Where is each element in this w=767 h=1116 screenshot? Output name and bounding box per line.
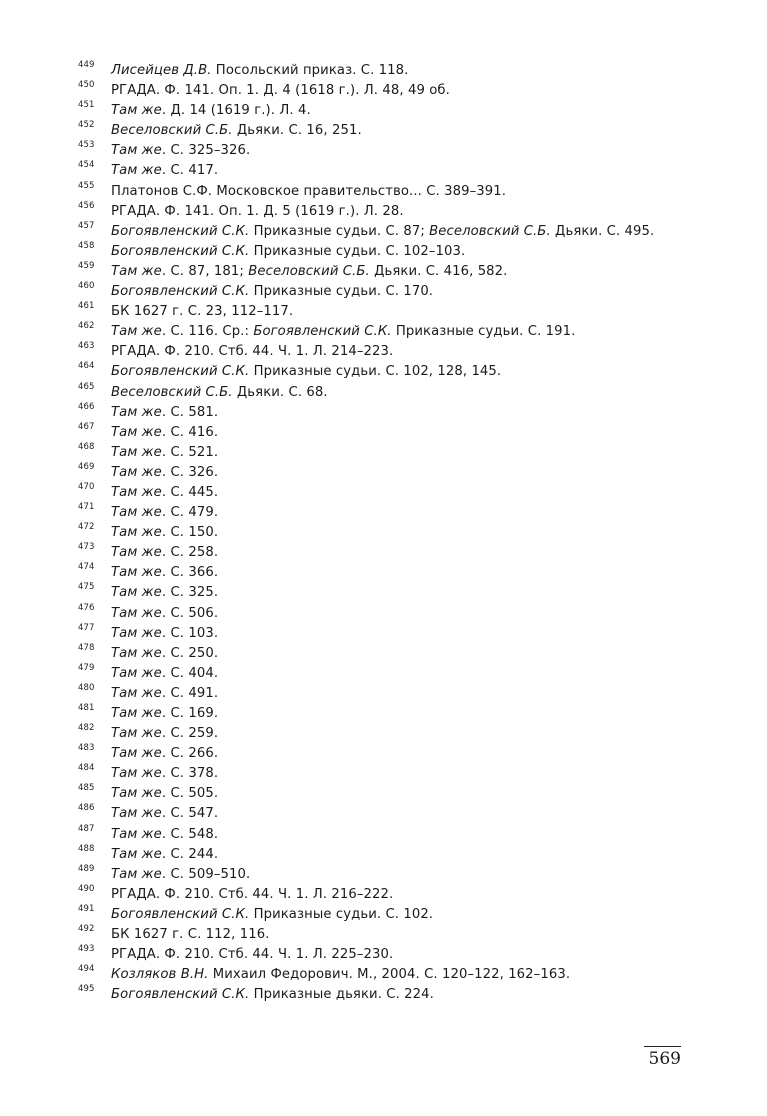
footnote-text — [111, 965, 683, 985]
footnote-number: 474 — [78, 562, 95, 573]
footnote-text-segment: Михаил Федорович. М., 2004. С. 120–122, 162–163. — [208, 967, 571, 983]
footnote-author-italic: Там же — [111, 404, 162, 420]
footnote-text-segment: РГАДА. Ф. 141. Оп. 1. Д. 5 (1619 г.). Л. 28. — [111, 203, 404, 219]
page-number: 569 — [644, 1046, 681, 1069]
footnote-text — [111, 583, 683, 603]
footnote — [78, 242, 683, 262]
footnote — [78, 81, 683, 101]
footnote-number: 487 — [78, 823, 95, 834]
footnote — [78, 925, 683, 945]
footnote — [78, 383, 683, 403]
footnote-text-segment: . С. 547. — [161, 806, 219, 822]
footnote-text-segment: . С. 116. Ср.: — [161, 324, 254, 340]
footnote-author-italic: Там же — [111, 766, 162, 782]
footnote-text — [111, 664, 683, 684]
footnote-text — [111, 182, 683, 202]
footnote-text — [111, 282, 683, 302]
footnote-author-italic: Богоявленский С.К. — [111, 906, 250, 922]
footnote-text-segment: РГАДА. Ф. 210. Стб. 44. Ч. 1. Л. 225–230. — [111, 947, 394, 963]
footnote-text — [111, 222, 683, 242]
footnote-number: 467 — [78, 421, 95, 432]
footnote-text-segment: Приказные судьи. С. 102. — [249, 906, 434, 922]
footnote-number: 479 — [78, 662, 95, 673]
footnote-number: 489 — [78, 863, 95, 874]
footnote-author-italic: Там же — [111, 685, 162, 701]
footnote-number: 463 — [78, 341, 95, 352]
footnote-text — [111, 985, 683, 1005]
footnote-number: 449 — [78, 60, 95, 70]
footnote-text — [111, 423, 683, 443]
footnote — [78, 121, 683, 141]
footnotes-list — [78, 61, 683, 1005]
footnote-author-italic: Богоявленский С.К. — [111, 364, 250, 380]
footnote — [78, 342, 683, 362]
footnote-text-segment: . С. 509–510. — [161, 866, 251, 882]
footnote — [78, 302, 683, 322]
footnote-text — [111, 845, 683, 865]
footnote-text — [111, 302, 683, 322]
footnote-text — [111, 161, 683, 181]
footnote-text — [111, 81, 683, 101]
footnote-text-segment: Приказные судьи. С. 102–103. — [249, 243, 466, 259]
footnote-text-segment: РГАДА. Ф. 210. Стб. 44. Ч. 1. Л. 214–223. — [111, 344, 394, 360]
footnote-number: 493 — [78, 944, 95, 955]
footnote-author-italic: Там же — [111, 565, 162, 581]
footnote-text-segment: . С. 250. — [161, 645, 219, 661]
footnote — [78, 885, 683, 905]
footnote-author-italic: Веселовский С.Б. — [111, 123, 233, 139]
footnote-number: 471 — [78, 502, 95, 513]
footnote-text — [111, 804, 683, 824]
footnote-text-segment: . С. 378. — [161, 766, 219, 782]
footnote — [78, 724, 683, 744]
footnote-text-segment: . С. 404. — [161, 665, 219, 681]
footnote-text — [111, 322, 683, 342]
footnote-number: 465 — [78, 381, 95, 392]
footnote-number: 464 — [78, 361, 95, 372]
footnote-text-segment: . С. 521. — [161, 444, 219, 460]
footnote — [78, 744, 683, 764]
footnote-number: 495 — [78, 984, 95, 995]
footnote-text — [111, 383, 683, 403]
footnote — [78, 945, 683, 965]
footnote-number: 459 — [78, 260, 95, 271]
footnote-author-italic: Там же — [111, 444, 162, 460]
footnote-number: 494 — [78, 964, 95, 975]
footnote-number: 453 — [78, 140, 95, 151]
footnote-author-italic: Там же — [111, 143, 162, 159]
footnote — [78, 101, 683, 121]
footnote — [78, 684, 683, 704]
footnote-author-italic: Там же — [111, 545, 162, 561]
footnote-number: 450 — [78, 80, 95, 91]
footnote — [78, 804, 683, 824]
footnote-text — [111, 463, 683, 483]
footnote-author-italic: Там же — [111, 806, 162, 822]
footnote-number: 486 — [78, 803, 95, 814]
footnote-author-italic: Лисейцев Д.В. — [111, 63, 212, 78]
footnote — [78, 845, 683, 865]
footnote-author-italic: Там же — [111, 645, 162, 661]
footnote-number: 485 — [78, 783, 95, 794]
footnote-number: 451 — [78, 100, 95, 111]
footnote-text-segment: Приказные судьи. С. 87; — [249, 223, 430, 239]
footnote-number: 460 — [78, 281, 95, 292]
footnote-text — [111, 684, 683, 704]
footnote-text — [111, 543, 683, 563]
footnote-number: 482 — [78, 723, 95, 734]
footnote-text-segment: Приказные судьи. С. 102, 128, 145. — [249, 364, 502, 380]
footnote-text-segment: . С. 244. — [161, 846, 219, 862]
footnote-text — [111, 825, 683, 845]
footnote-text — [111, 362, 683, 382]
footnote-author-italic: Там же — [111, 585, 162, 601]
footnote-text-segment: Платонов С.Ф. Московское правительство... С. 389–391. — [111, 183, 507, 199]
footnote-text — [111, 905, 683, 925]
footnote-text-segment: Приказные судьи. С. 191. — [391, 324, 576, 340]
footnote-author-italic: Там же — [111, 324, 162, 340]
footnote — [78, 865, 683, 885]
footnote-text — [111, 885, 683, 905]
footnote-number: 492 — [78, 924, 95, 935]
footnote-text — [111, 342, 683, 362]
footnote-author-italic: Там же — [111, 846, 162, 862]
footnote-number: 472 — [78, 522, 95, 533]
footnote-number: 490 — [78, 883, 95, 894]
footnote-text-segment: Посольский приказ. С. 118. — [211, 63, 409, 78]
footnote — [78, 161, 683, 181]
footnote-text-segment: . С. 103. — [161, 625, 219, 641]
footnote — [78, 583, 683, 603]
footnote-number: 488 — [78, 843, 95, 854]
footnote-text-segment: Дьяки. С. 16, 251. — [232, 123, 362, 139]
footnote-author-italic: Там же — [111, 726, 162, 742]
footnote-number: 476 — [78, 602, 95, 613]
footnote — [78, 262, 683, 282]
footnote-text-segment: . С. 150. — [161, 525, 219, 541]
footnote-number: 461 — [78, 301, 95, 312]
footnote-text — [111, 563, 683, 583]
footnote-number: 477 — [78, 622, 95, 633]
footnote-text — [111, 925, 683, 945]
footnote-author-italic: Там же — [111, 263, 162, 279]
footnote — [78, 825, 683, 845]
footnote — [78, 503, 683, 523]
footnote-text — [111, 141, 683, 161]
footnote — [78, 604, 683, 624]
footnote — [78, 483, 683, 503]
footnote — [78, 563, 683, 583]
footnote — [78, 985, 683, 1005]
footnote-text-segment: . С. 325–326. — [161, 143, 251, 159]
footnote — [78, 403, 683, 423]
footnote-text — [111, 744, 683, 764]
footnote-text-segment: Дьяки. С. 416, 582. — [369, 263, 508, 279]
footnote-author-italic: Там же — [111, 505, 162, 521]
footnote — [78, 784, 683, 804]
footnote-text-segment: Приказные дьяки. С. 224. — [249, 987, 434, 1003]
footnote-author-italic: Там же — [111, 786, 162, 802]
footnote-number: 484 — [78, 763, 95, 774]
footnote-author-italic: Там же — [111, 866, 162, 882]
footnote-number: 480 — [78, 682, 95, 693]
footnote — [78, 463, 683, 483]
footnote-text-segment: . С. 169. — [161, 706, 219, 721]
footnote — [78, 664, 683, 684]
footnote-text — [111, 202, 683, 222]
footnote-author-italic: Там же — [111, 746, 162, 762]
footnote — [78, 182, 683, 202]
footnote-text-segment: . С. 366. — [161, 565, 219, 581]
footnote-text-segment: . С. 417. — [161, 163, 219, 179]
footnote-author-italic: Веселовский С.Б. — [248, 263, 370, 279]
footnote-text-segment: БК 1627 г. С. 112, 116. — [111, 927, 270, 943]
footnote-text-segment: . С. 581. — [161, 404, 219, 420]
footnote-author-italic: Богоявленский С.К. — [253, 324, 392, 340]
footnote-author-italic: Там же — [111, 706, 162, 721]
footnote — [78, 443, 683, 463]
footnote-author-italic: Козляков В.Н. — [111, 967, 209, 983]
footnote-author-italic: Там же — [111, 464, 162, 480]
footnote-text — [111, 865, 683, 885]
footnote-text — [111, 764, 683, 784]
footnote-text-segment: . С. 416. — [161, 424, 219, 440]
footnote-text — [111, 443, 683, 463]
footnote-text — [111, 784, 683, 804]
footnote-number: 455 — [78, 180, 95, 191]
footnote — [78, 523, 683, 543]
footnote — [78, 222, 683, 242]
footnote-number: 456 — [78, 200, 95, 211]
footnote-text — [111, 101, 683, 121]
footnote-number: 491 — [78, 903, 95, 914]
footnote — [78, 202, 683, 222]
footnote — [78, 282, 683, 302]
footnote-text-segment: . С. 87, 181; — [161, 263, 249, 279]
footnote-number: 466 — [78, 401, 95, 412]
footnote-number: 454 — [78, 160, 95, 171]
footnote-text-segment: Дьяки. С. 495. — [550, 223, 655, 239]
footnote-text — [111, 724, 683, 744]
footnote-text — [111, 61, 683, 81]
footnote-text-segment: РГАДА. Ф. 141. Оп. 1. Д. 4 (1618 г.). Л. 48, 49 об. — [111, 83, 450, 99]
footnote — [78, 61, 683, 81]
footnote — [78, 965, 683, 985]
footnote-text-segment: Приказные судьи. С. 170. — [249, 284, 434, 300]
footnote — [78, 905, 683, 925]
footnote-text — [111, 523, 683, 543]
footnote — [78, 362, 683, 382]
footnote-number: 473 — [78, 542, 95, 553]
footnote — [78, 704, 683, 724]
footnote-text-segment: . С. 505. — [161, 786, 219, 802]
footnote-text-segment: БК 1627 г. С. 23, 112–117. — [111, 304, 294, 320]
footnote-author-italic: Там же — [111, 605, 162, 621]
footnote-author-italic: Там же — [111, 424, 162, 440]
footnote-number: 458 — [78, 240, 95, 251]
footnote-text — [111, 503, 683, 523]
footnote-author-italic: Там же — [111, 665, 162, 681]
footnote-text-segment: . С. 258. — [161, 545, 219, 561]
footnote-text — [111, 624, 683, 644]
footnote-author-italic: Богоявленский С.К. — [111, 987, 250, 1003]
footnote — [78, 764, 683, 784]
footnote-number: 483 — [78, 743, 95, 754]
footnote-text-segment: . Д. 14 (1619 г.). Л. 4. — [161, 103, 311, 119]
footnote-text-segment: Дьяки. С. 68. — [232, 384, 328, 400]
footnote-author-italic: Веселовский С.Б. — [429, 223, 551, 239]
footnote-number: 470 — [78, 481, 95, 492]
footnote-number: 481 — [78, 703, 95, 713]
footnote-author-italic: Там же — [111, 103, 162, 119]
footnote — [78, 322, 683, 342]
footnote-text-segment: . С. 506. — [161, 605, 219, 621]
footnote-number: 468 — [78, 441, 95, 452]
footnote-number: 475 — [78, 582, 95, 593]
footnote-text — [111, 121, 683, 141]
footnote-author-italic: Там же — [111, 525, 162, 541]
footnote-author-italic: Богоявленский С.К. — [111, 223, 250, 239]
footnote-author-italic: Веселовский С.Б. — [111, 384, 233, 400]
footnote-author-italic: Там же — [111, 826, 162, 842]
footnote-text — [111, 242, 683, 262]
footnote-text — [111, 262, 683, 282]
footnote — [78, 543, 683, 563]
footnote-text — [111, 945, 683, 965]
footnote — [78, 423, 683, 443]
footnote-author-italic: Богоявленский С.К. — [111, 243, 250, 259]
footnote-text-segment: . С. 445. — [161, 484, 219, 500]
footnote-text-segment: . С. 548. — [161, 826, 219, 842]
footnote-number: 478 — [78, 642, 95, 653]
footnote-text — [111, 644, 683, 664]
footnote-number: 457 — [78, 220, 95, 231]
footnote-text-segment: . С. 491. — [161, 685, 219, 701]
footnote-text-segment: . С. 325. — [161, 585, 219, 601]
footnote-text — [111, 704, 683, 724]
footnote-text-segment: . С. 479. — [161, 505, 219, 521]
footnote-text-segment: . С. 326. — [161, 464, 219, 480]
footnote-text — [111, 604, 683, 624]
footnote-text-segment: . С. 266. — [161, 746, 219, 762]
footnote-number: 469 — [78, 461, 95, 472]
footnote — [78, 141, 683, 161]
footnote-author-italic: Там же — [111, 625, 162, 641]
footnote-text — [111, 483, 683, 503]
footnote-author-italic: Богоявленский С.К. — [111, 284, 250, 300]
footnote-author-italic: Там же — [111, 484, 162, 500]
footnote-text-segment: РГАДА. Ф. 210. Стб. 44. Ч. 1. Л. 216–222. — [111, 886, 394, 902]
footnote — [78, 644, 683, 664]
footnote-number: 462 — [78, 321, 95, 332]
footnote — [78, 624, 683, 644]
footnote-text — [111, 403, 683, 423]
footnote-number: 452 — [78, 120, 95, 131]
footnote-text-segment: . С. 259. — [161, 726, 219, 742]
footnote-author-italic: Там же — [111, 163, 162, 179]
